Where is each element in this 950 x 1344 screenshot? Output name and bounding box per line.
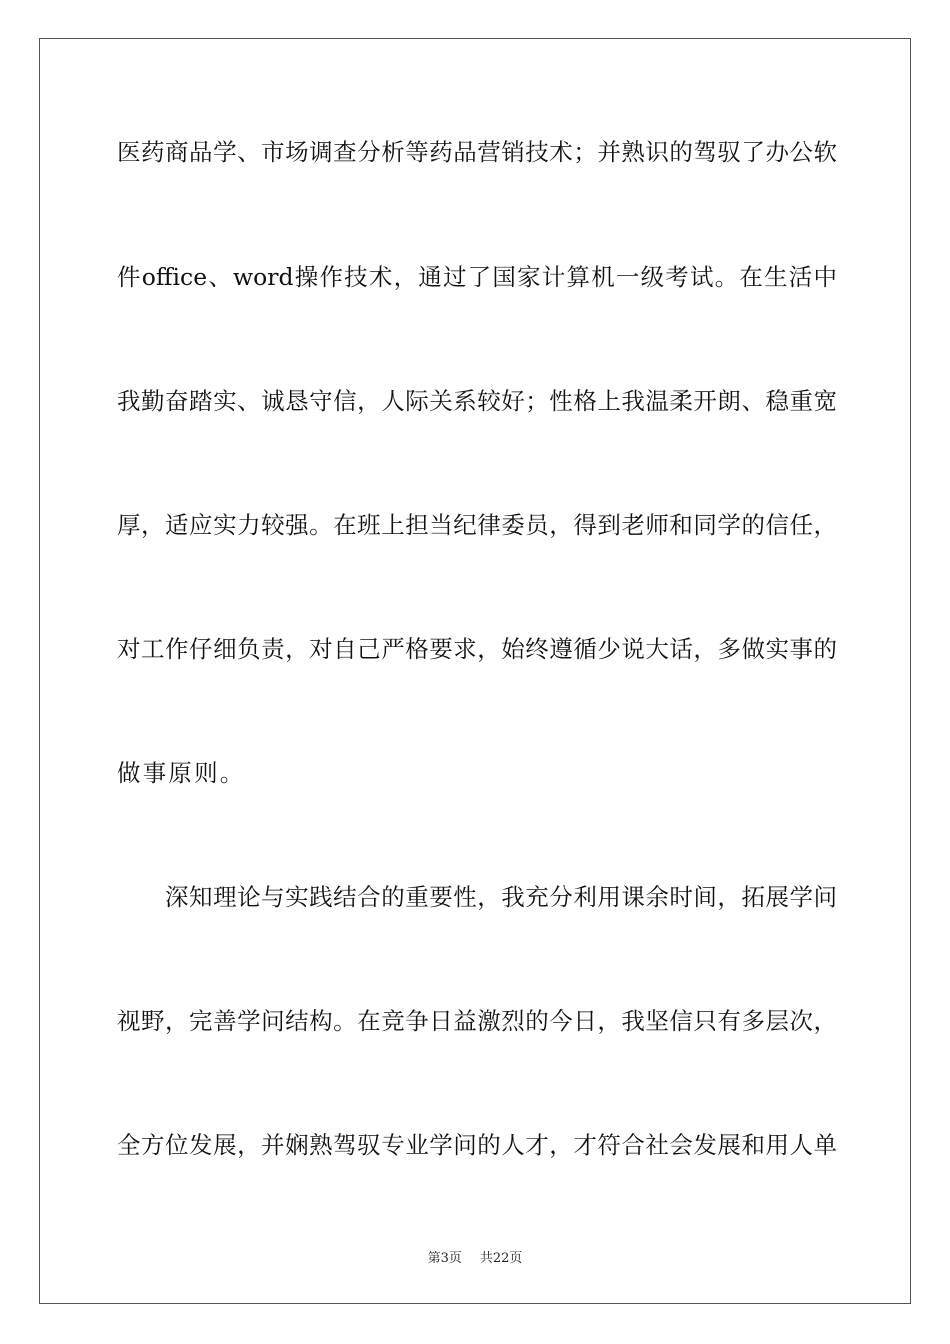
total-pages-label: 共22页 [479, 1251, 523, 1266]
current-page-label: 第3页 [427, 1251, 462, 1266]
body-line-6: 做事原则。 [117, 759, 246, 787]
body-line-8: 视野，完善学问结构。在竞争日益激烈的今日，我坚信只有多层次， [117, 1007, 837, 1035]
body-line-4: 厚，适应实力较强。在班上担当纪律委员，得到老师和同学的信任， [117, 511, 837, 539]
body-line-7: 深知理论与实践结合的重要性，我充分利用课余时间，拓展学问 [117, 883, 837, 911]
body-line-9: 全方位发展，并娴熟驾驭专业学问的人才，才符合社会发展和用人单 [117, 1131, 837, 1159]
body-line-3: 我勤奋踏实、诚恳守信，人际关系较好；性格上我温柔开朗、稳重宽 [117, 387, 837, 415]
body-line-5: 对工作仔细负责，对自己严格要求，始终遵循少说大话，多做实事的 [117, 635, 837, 663]
page-footer [0, 1247, 950, 1266]
body-line-1: 医药商品学、市场调查分析等药品营销技术；并熟识的驾驭了办公软 [117, 138, 837, 166]
body-line-2: 件office、word操作技术，通过了国家计算机一级考试。在生活中 [117, 263, 837, 291]
page-frame [39, 38, 911, 1304]
